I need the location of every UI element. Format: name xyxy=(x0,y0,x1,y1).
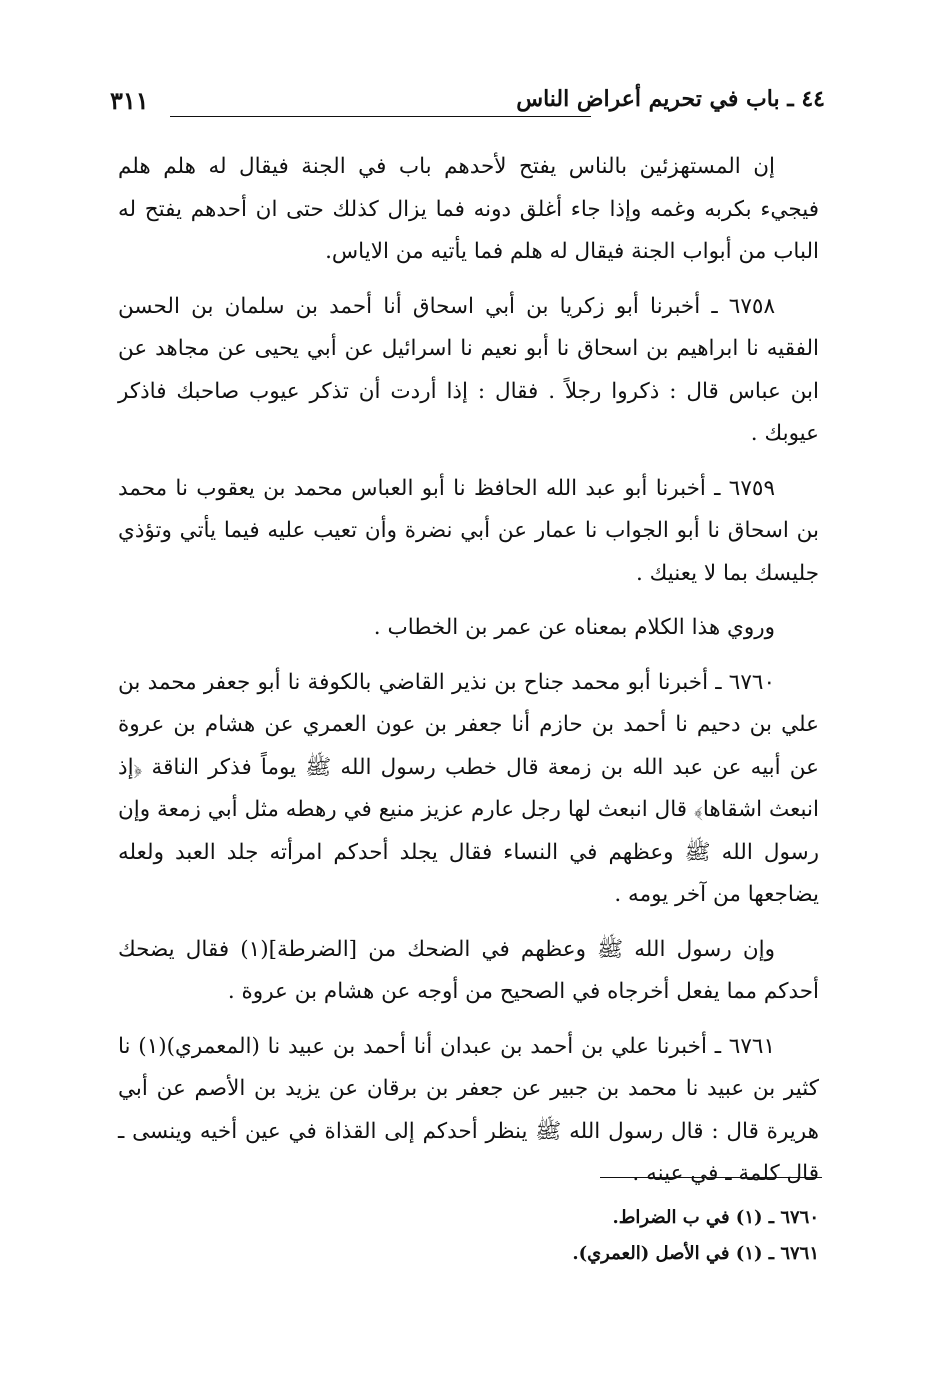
page-number: ٣١١ xyxy=(110,86,149,115)
paragraph: إن المستهزئين بالناس يفتح لأحدهم باب في الجنة فيقال له هلم هلم فيجيء بكربه وغمه وإذا جاء أغلق دونه فما يزال كذلك حتى ان أحدهم يفتح له الباب من أبواب الجنة فيقال له هلم فما يأتيه من الاياس. xyxy=(118,154,819,264)
footnote-divider xyxy=(600,1177,822,1178)
running-header xyxy=(110,86,825,126)
footnote: ٦٧٦٠ ـ (١) في ب الضراط. xyxy=(612,1207,819,1228)
hadith-6759: ٦٧٥٩ ـ أخبرنا أبو عبد الله الحافظ نا أبو العباس محمد بن يعقوب نا محمد بن اسحاق نا أبو الجواب نا عمار عن أبي نضرة وأن تعيب عليه فيما يأتي وتؤذي جليسك بما لا يعنيك . xyxy=(118,475,819,586)
hadith-6758: ٦٧٥٨ ـ أخبرنا أبو زكريا بن أبي اسحاق أنا أحمد بن سلمان بن الحسن الفقيه نا ابراهيم بن اسحاق نا أبو نعيم نا اسرائيل عن أبي يحيى عن مجاهد عن ابن عباس قال : ذكروا رجلاً . فقال : إذا أردت أن تذكر عيوب صاحبك فاذكر عيوبك . xyxy=(118,293,819,446)
hadith-6760: ٦٧٦٠ ـ أخبرنا أبو محمد جناح بن نذير القاضي بالكوفة نا أبو جعفر محمد بن علي بن دحيم نا أحمد بن حازم أنا جعفر بن عون العمري عن هشام بن عروة عن أبيه عن عبد الله بن زمعة قال خطب رسول الله ﷺ يوماً فذكر الناقة ﴿إذ انبعث اشقاها﴾ قال انبعث لها رجل عارم عزيز منيع في رهطه مثل أبي زمعة وإن رسول الله ﷺ وعظهم في النساء فقال يجلد أحدكم امرأته جلد العبد ولعله يضاجعها من آخر يومه . xyxy=(118,669,819,907)
main-text xyxy=(118,146,819,1208)
hadith-6761: ٦٧٦١ ـ أخبرنا علي بن أحمد بن عبدان أنا أحمد بن عبيد نا (المعمري)(١) نا كثير بن عبيد نا محمد بن جبير عن جعفر بن برقان عن يزيد بن الأصم عن أبي هريرة قال : قال رسول الله ﷺ ينظر أحدكم إلى القذاة في عين أخيه وينسى ـ قال كلمة ـ في عينه . xyxy=(118,1033,819,1186)
footnote: ٦٧٦١ ـ (١) في الأصل (العمري). xyxy=(572,1243,819,1264)
paragraph: وروي هذا الكلام بمعناه عن عمر بن الخطاب . xyxy=(373,615,775,640)
footnotes xyxy=(118,1200,819,1272)
paragraph: وإن رسول الله ﷺ وعظهم في الضحك من [الضرطة](١) فقال يضحك أحدكم مما يفعل أخرجاه في الصحيح من أوجه عن هشام بن عروة . xyxy=(118,936,819,1004)
chapter-title: ٤٤ ـ باب في تحريم أعراض الناس xyxy=(516,86,825,112)
header-rule xyxy=(170,116,591,117)
